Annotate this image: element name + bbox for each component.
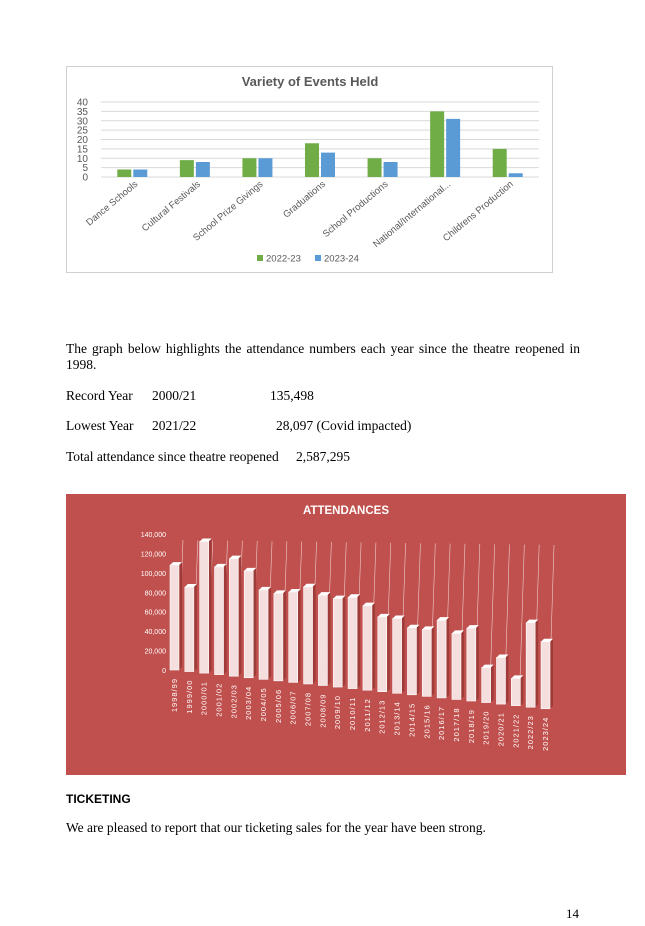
attendances-bar-side <box>224 564 227 675</box>
attendances-x-tick-label: 2014/15 <box>407 702 417 737</box>
attendances-bar-side <box>416 625 419 695</box>
events-legend-swatch <box>315 255 321 261</box>
attendances-x-tick-label: 2010/11 <box>348 696 358 731</box>
events-y-tick-label: 40 <box>76 97 88 109</box>
attendances-x-tick-label: 2020/21 <box>496 712 506 747</box>
events-x-tick-label: School Prize Givings <box>191 178 266 244</box>
lowest-year-line <box>66 418 411 434</box>
attendances-bar-side <box>253 568 256 678</box>
attendances-bar <box>244 571 253 678</box>
attendances-bar-side <box>461 630 464 699</box>
total-attendance-label: Total attendance since theatre reopened <box>66 449 279 464</box>
events-bar <box>509 173 523 177</box>
total-attendance-line <box>66 449 350 465</box>
events-bar <box>180 160 194 177</box>
attendances-bar <box>274 593 283 680</box>
attendances-bar <box>378 617 387 692</box>
attendances-bar <box>467 628 476 701</box>
events-bar <box>493 149 507 177</box>
lowest-attendance: 28,097 (Covid impacted) <box>276 418 412 433</box>
events-bar <box>305 143 319 177</box>
attendances-bar-side <box>357 594 360 688</box>
attendances-bar <box>259 590 268 679</box>
attendances-bar <box>229 559 238 677</box>
attendances-x-tick-label: 2012/13 <box>377 699 387 734</box>
attendances-x-tick-label: 2023/24 <box>541 716 550 751</box>
attendances-bar-side <box>520 675 523 705</box>
attendances-y-tick-label: 140,000 <box>140 532 166 539</box>
attendances-y-tick-label: 20,000 <box>144 648 166 656</box>
attendances-bar-side <box>446 617 449 698</box>
events-x-tick-label: Childrens Production <box>441 178 516 244</box>
attendances-bar-side <box>372 603 375 691</box>
events-y-tick-label: 5 <box>82 163 88 175</box>
events-bar <box>446 119 460 177</box>
events-y-tick-label: 30 <box>76 116 88 128</box>
record-attendance: 135,498 <box>270 388 314 403</box>
attendances-bar-side <box>194 584 197 672</box>
events-y-tick-label: 20 <box>76 135 88 146</box>
attendances-bar <box>215 567 224 675</box>
attendances-y-tick-label: 120,000 <box>140 551 166 559</box>
intro-paragraph: The graph below highlights the attendance numbers each year since the theatre reopened in 1998. <box>66 341 580 372</box>
record-year-value: 2000/21 <box>152 388 197 403</box>
attendances-x-tick-label: 2022/23 <box>526 715 536 750</box>
attendances-x-tick-label: 2001/02 <box>214 682 224 717</box>
attendances-x-tick-label: 2002/03 <box>229 684 239 719</box>
attendances-x-tick-label: 2005/06 <box>273 688 283 723</box>
events-x-tick-label: School Productions <box>320 178 391 240</box>
attendances-bar <box>422 629 431 696</box>
attendances-bar <box>452 633 461 699</box>
attendances-y-tick-label: 100,000 <box>140 570 166 578</box>
events-chart-svg <box>67 67 554 274</box>
attendances-y-tick-label: 0 <box>162 668 166 675</box>
attendances-bar <box>363 606 372 691</box>
record-year-line <box>66 388 314 404</box>
attendances-bar-side <box>298 589 301 682</box>
events-bar <box>133 170 147 178</box>
total-attendance-value: 2,587,295 <box>296 449 350 464</box>
lowest-year-value: 2021/22 <box>152 418 197 433</box>
attendances-y-tick-label: 80,000 <box>144 590 166 598</box>
events-chart <box>66 66 553 273</box>
attendances-x-tick-label: 2019/20 <box>481 710 491 745</box>
attendances-bar-side <box>535 620 538 708</box>
events-legend-label: 2022-23 <box>266 253 301 265</box>
events-x-tick-label: Cultural Festivals <box>139 178 203 235</box>
attendances-bar <box>348 597 357 688</box>
attendances-x-tick-label: 2006/07 <box>288 690 298 725</box>
events-bar <box>242 158 256 177</box>
attendances-bar <box>185 587 194 672</box>
attendances-bar-side <box>179 562 182 670</box>
attendances-bar <box>333 599 342 687</box>
events-bar <box>384 162 398 177</box>
events-y-tick-label: 15 <box>76 144 88 156</box>
attendances-bar-side <box>402 615 405 693</box>
attendances-x-tick-label: 2007/08 <box>303 691 313 727</box>
attendances-bar-side <box>313 584 316 684</box>
attendances-bar-side <box>491 665 494 703</box>
attendances-bar-side <box>505 654 508 704</box>
events-bar <box>368 158 382 177</box>
ticketing-heading: TICKETING <box>66 792 131 806</box>
ticketing-paragraph: We are pleased to report that our ticketing sales for the year have been strong. <box>66 820 486 835</box>
events-chart-title: Variety of Events Held <box>241 74 379 89</box>
attendances-x-tick-label: 2011/12 <box>362 698 372 732</box>
record-year-label: Record Year <box>66 388 133 403</box>
attendances-bar <box>393 618 402 693</box>
events-bar <box>117 170 131 178</box>
attendances-bar <box>541 642 550 709</box>
events-bar <box>196 162 210 177</box>
attendances-bar <box>526 623 535 708</box>
events-bar <box>430 111 444 177</box>
attendances-chart-title: ATTENDANCES <box>302 505 390 517</box>
events-y-tick-label: 10 <box>76 153 88 165</box>
page-number: 14 <box>566 906 579 921</box>
events-bar <box>321 153 335 177</box>
attendances-bar <box>437 620 446 698</box>
attendances-bar <box>407 628 416 695</box>
attendances-x-tick-label: 2018/19 <box>466 709 476 744</box>
attendances-y-tick-label: 60,000 <box>144 609 166 617</box>
attendances-x-tick-label: 2016/17 <box>437 705 447 741</box>
events-legend-swatch <box>257 255 263 261</box>
attendances-bar-side <box>238 556 241 677</box>
attendances-bar-side <box>431 626 434 696</box>
attendances-x-tick-label: 2015/16 <box>422 704 432 739</box>
attendances-x-tick-label: 2000/01 <box>199 681 209 716</box>
attendances-x-tick-label: 2021/22 <box>511 713 521 748</box>
attendances-bar <box>170 565 179 670</box>
attendances-bar-side <box>342 596 345 687</box>
attendances-bar-side <box>327 592 330 685</box>
events-y-tick-label: 0 <box>82 172 88 184</box>
events-x-tick-label: National/International... <box>371 178 454 251</box>
attendances-chart-svg <box>66 494 626 775</box>
attendances-x-tick-label: 2003/04 <box>244 685 254 720</box>
attendances-bar <box>289 592 298 682</box>
attendances-bar-side <box>209 538 212 673</box>
attendances-bar <box>482 668 491 703</box>
attendances-bar-side <box>550 639 553 709</box>
events-x-tick-label: Graduations <box>281 178 328 221</box>
events-legend-label: 2023-24 <box>324 253 359 265</box>
attendances-bar-side <box>387 614 390 692</box>
attendances-bar <box>304 587 313 684</box>
attendances-x-tick-label: 2008/09 <box>318 693 328 728</box>
attendances-x-tick-label: 2004/05 <box>259 687 269 722</box>
attendances-chart <box>66 494 626 775</box>
attendances-bar <box>496 657 505 704</box>
events-bar <box>258 158 272 177</box>
attendances-bar-side <box>268 587 271 679</box>
attendances-bar-side <box>476 625 479 701</box>
events-x-tick-label: Dance Schools <box>84 178 141 229</box>
attendances-bar <box>200 541 209 673</box>
attendances-x-tick-label: 2009/10 <box>333 695 343 730</box>
attendances-x-tick-label: 1998/99 <box>170 678 179 713</box>
attendances-y-tick-label: 40,000 <box>144 629 166 637</box>
attendances-bar-side <box>283 590 286 680</box>
lowest-year-label: Lowest Year <box>66 418 134 433</box>
attendances-x-tick-label: 2013/14 <box>392 701 402 736</box>
attendances-x-tick-label: 1999/00 <box>184 679 194 714</box>
attendances-x-tick-label: 2017/18 <box>451 707 461 742</box>
attendances-bar <box>511 678 520 705</box>
events-y-tick-label: 35 <box>76 106 88 118</box>
events-y-tick-label: 25 <box>76 125 88 137</box>
attendances-bar <box>318 595 327 685</box>
